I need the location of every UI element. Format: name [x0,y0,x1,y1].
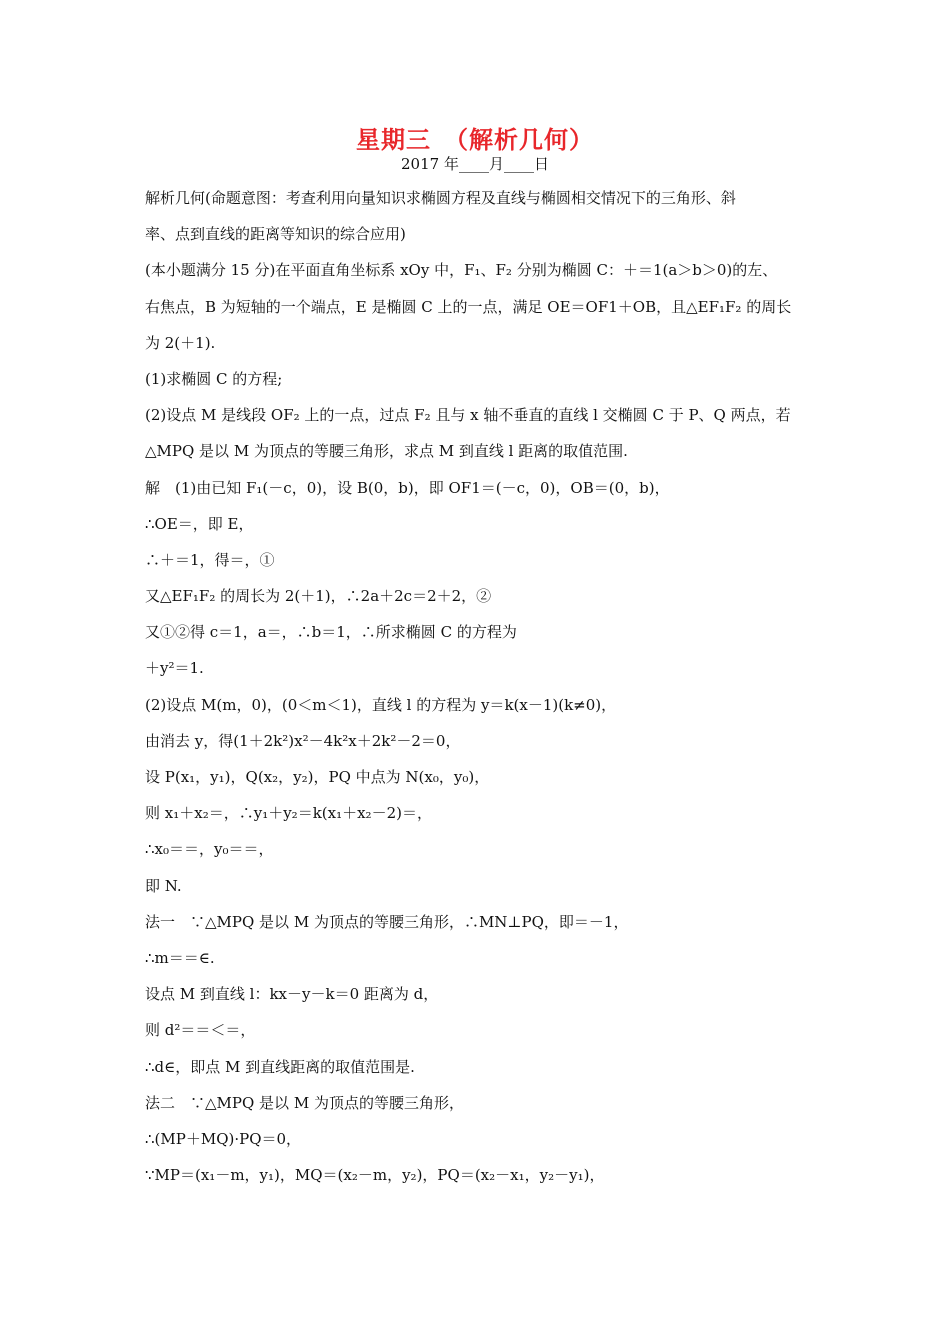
text-line: 解析几何(命题意图：考查利用向量知识求椭圆方程及直线与椭圆相交情况下的三角形、斜 [145,189,736,207]
text-line: (本小题满分 15 分)在平面直角坐标系 xOy 中，F₁、F₂ 分别为椭圆 C：＋＝1(a＞b＞0)的左、 [145,261,778,280]
text-line: ∴m＝＝∈. [145,948,215,967]
text-line: 解 (1)由已知 F₁(－c，0)，设 B(0，b)，即 OF1＝(－c，0)，OB＝(0，b)， [145,478,670,497]
text-line: 又①②得 c＝1，a＝，∴b＝1，∴所求椭圆 C 的方程为 [145,623,517,642]
text-line: ＋y²＝1. [145,659,204,678]
text-line: 法一 ∵△MPQ 是以 M 为顶点的等腰三角形，∴MN⊥PQ，即＝－1， [145,912,629,931]
text-line: 则 d²＝＝＜＝， [145,1021,256,1040]
text-line: ∴d∈，即点 M 到直线距离的取值范围是. [145,1057,415,1076]
document-body [145,180,810,1193]
text-line: 又△EF₁F₂ 的周长为 2(＋1)，∴2a＋2c＝2＋2，② [145,587,492,606]
text-line: 为 2(＋1). [145,333,216,352]
text-line: 设 P(x₁，y₁)，Q(x₂，y₂)，PQ 中点为 N(x₀，y₀)， [145,768,490,786]
text-line: 设点 M 到直线 l：kx－y－k＝0 距离为 d， [145,985,439,1004]
text-line: 率、点到直线的距离等知识的综合应用) [145,225,406,244]
text-line: ∴(MP＋MQ)·PQ＝0， [145,1129,302,1148]
text-line: △MPQ 是以 M 为顶点的等腰三角形，求点 M 到直线 l 距离的取值范围. [145,442,628,461]
date-line: 2017 年____月____日 [401,155,549,173]
text-line: 右焦点，B 为短轴的一个端点，E 是椭圆 C 上的一点，满足 OE＝OF1＋OB，且△EF₁F₂ 的周长 [145,297,792,316]
text-line: 即 N. [145,876,182,895]
page-title: 星期三 （解析几何） [356,126,594,154]
text-line: ∵MP＝(x₁－m，y₁)，MQ＝(x₂－m，y₂)，PQ＝(x₂－x₁，y₂－y₁)， [145,1166,605,1185]
text-line: (2)设点 M(m，0)，(0＜m＜1)，直线 l 的方程为 y＝k(x－1)(k≠0)， [145,695,617,714]
text-line: ∴x₀＝＝，y₀＝＝， [145,840,274,859]
text-line: 法二 ∵△MPQ 是以 M 为顶点的等腰三角形， [145,1093,464,1112]
text-line: (1)求椭圆 C 的方程; [145,369,283,388]
text-line: 则 x₁＋x₂＝，∴y₁＋y₂＝k(x₁＋x₂－2)＝， [145,804,432,823]
text-line: 由消去 y，得(1＋2k²)x²－4k²x＋2k²－2＝0， [145,731,461,750]
text-line: (2)设点 M 是线段 OF₂ 上的一点，过点 F₂ 且与 x 轴不垂直的直线 l 交椭圆 C 于 P、Q 两点，若 [145,406,791,425]
text-line: ∴＋＝1，得＝，① [145,550,275,569]
text-line: ∴OE＝，即 E， [145,514,254,533]
